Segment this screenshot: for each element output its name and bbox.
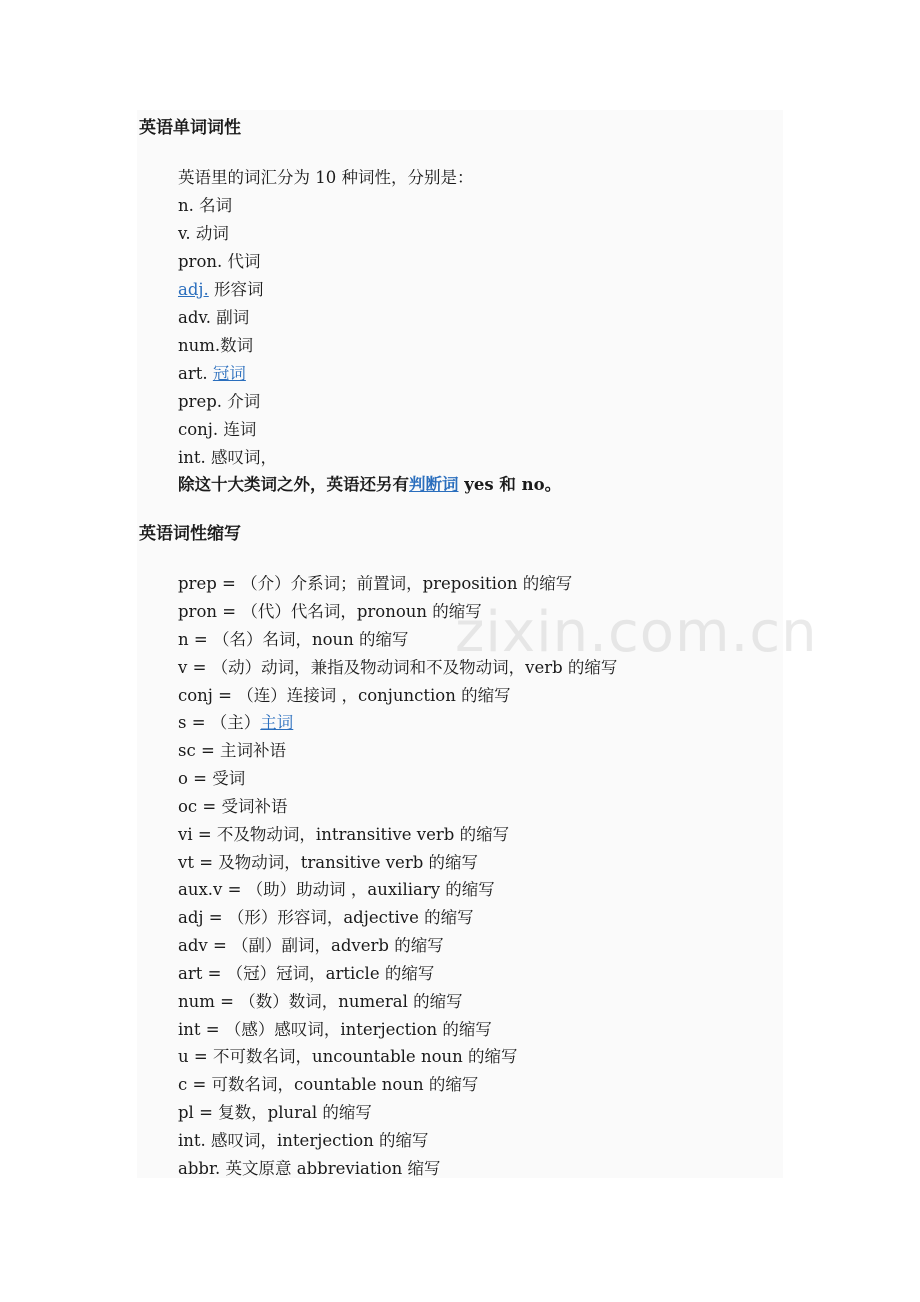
list-item: adv. 副词 [178,308,250,327]
list-item: adv = （副）副词，adverb 的缩写 [178,936,444,955]
list-item: oc = 受词补语 [178,797,288,816]
list-item: int. 感叹词，interjection 的缩写 [178,1131,429,1150]
list-item: num = （数）数词，numeral 的缩写 [178,992,463,1011]
list-item: c = 可数名词，countable noun 的缩写 [178,1075,479,1094]
list-item: n = （名）名词，noun 的缩写 [178,630,409,649]
list-item: u = 不可数名词，uncountable noun 的缩写 [178,1047,518,1066]
list-item: sc = 主词补语 [178,741,287,760]
list-item: conj = （连）连接词 ，conjunction 的缩写 [178,686,511,705]
list-item: abbr. 英文原意 abbreviation 缩写 [178,1159,441,1178]
section-title-abbreviations: 英语词性缩写 [139,524,241,544]
watermark: zixin.com.cn [455,600,818,665]
list-item: pron = （代）代名词，pronoun 的缩写 [178,602,482,621]
summary-line: 除这十大类词之外，英语还另有判断词 yes 和 no。 [178,475,562,494]
judgment-word-link[interactable]: 判断词 [409,475,459,494]
list-item: v = （动）动词，兼指及物动词和不及物动词，verb 的缩写 [178,658,618,677]
list-item: num.数词 [178,336,254,355]
list-item: vi = 不及物动词，intransitive verb 的缩写 [178,825,510,844]
list-item: conj. 连词 [178,420,257,439]
adj-link[interactable]: adj. [178,280,209,299]
list-item: v. 动词 [178,224,229,243]
intro-line: 英语里的词汇分为 10 种词性，分别是： [178,168,474,187]
list-item: adj. 形容词 [178,280,264,299]
list-item: vt = 及物动词，transitive verb 的缩写 [178,853,479,872]
list-item: prep = （介）介系词；前置词，preposition 的缩写 [178,574,573,593]
list-item: pron. 代词 [178,252,261,271]
list-item: prep. 介词 [178,392,261,411]
list-item: art = （冠）冠词，article 的缩写 [178,964,435,983]
list-item: int = （感）感叹词，interjection 的缩写 [178,1020,492,1039]
list-item: o = 受词 [178,769,246,788]
list-item: adj = （形）形容词，adjective 的缩写 [178,908,474,927]
list-item: n. 名词 [178,196,233,215]
list-item: int. 感叹词， [178,448,278,467]
list-item: s = （主）主词 [178,713,294,732]
article-link[interactable]: 冠词 [212,364,246,383]
subject-link[interactable]: 主词 [260,713,294,732]
section-title-parts-of-speech: 英语单词词性 [139,118,241,138]
list-item: art. 冠词 [178,364,246,383]
list-item: aux.v = （助）助动词 ，auxiliary 的缩写 [178,880,495,899]
list-item: pl = 复数，plural 的缩写 [178,1103,372,1122]
